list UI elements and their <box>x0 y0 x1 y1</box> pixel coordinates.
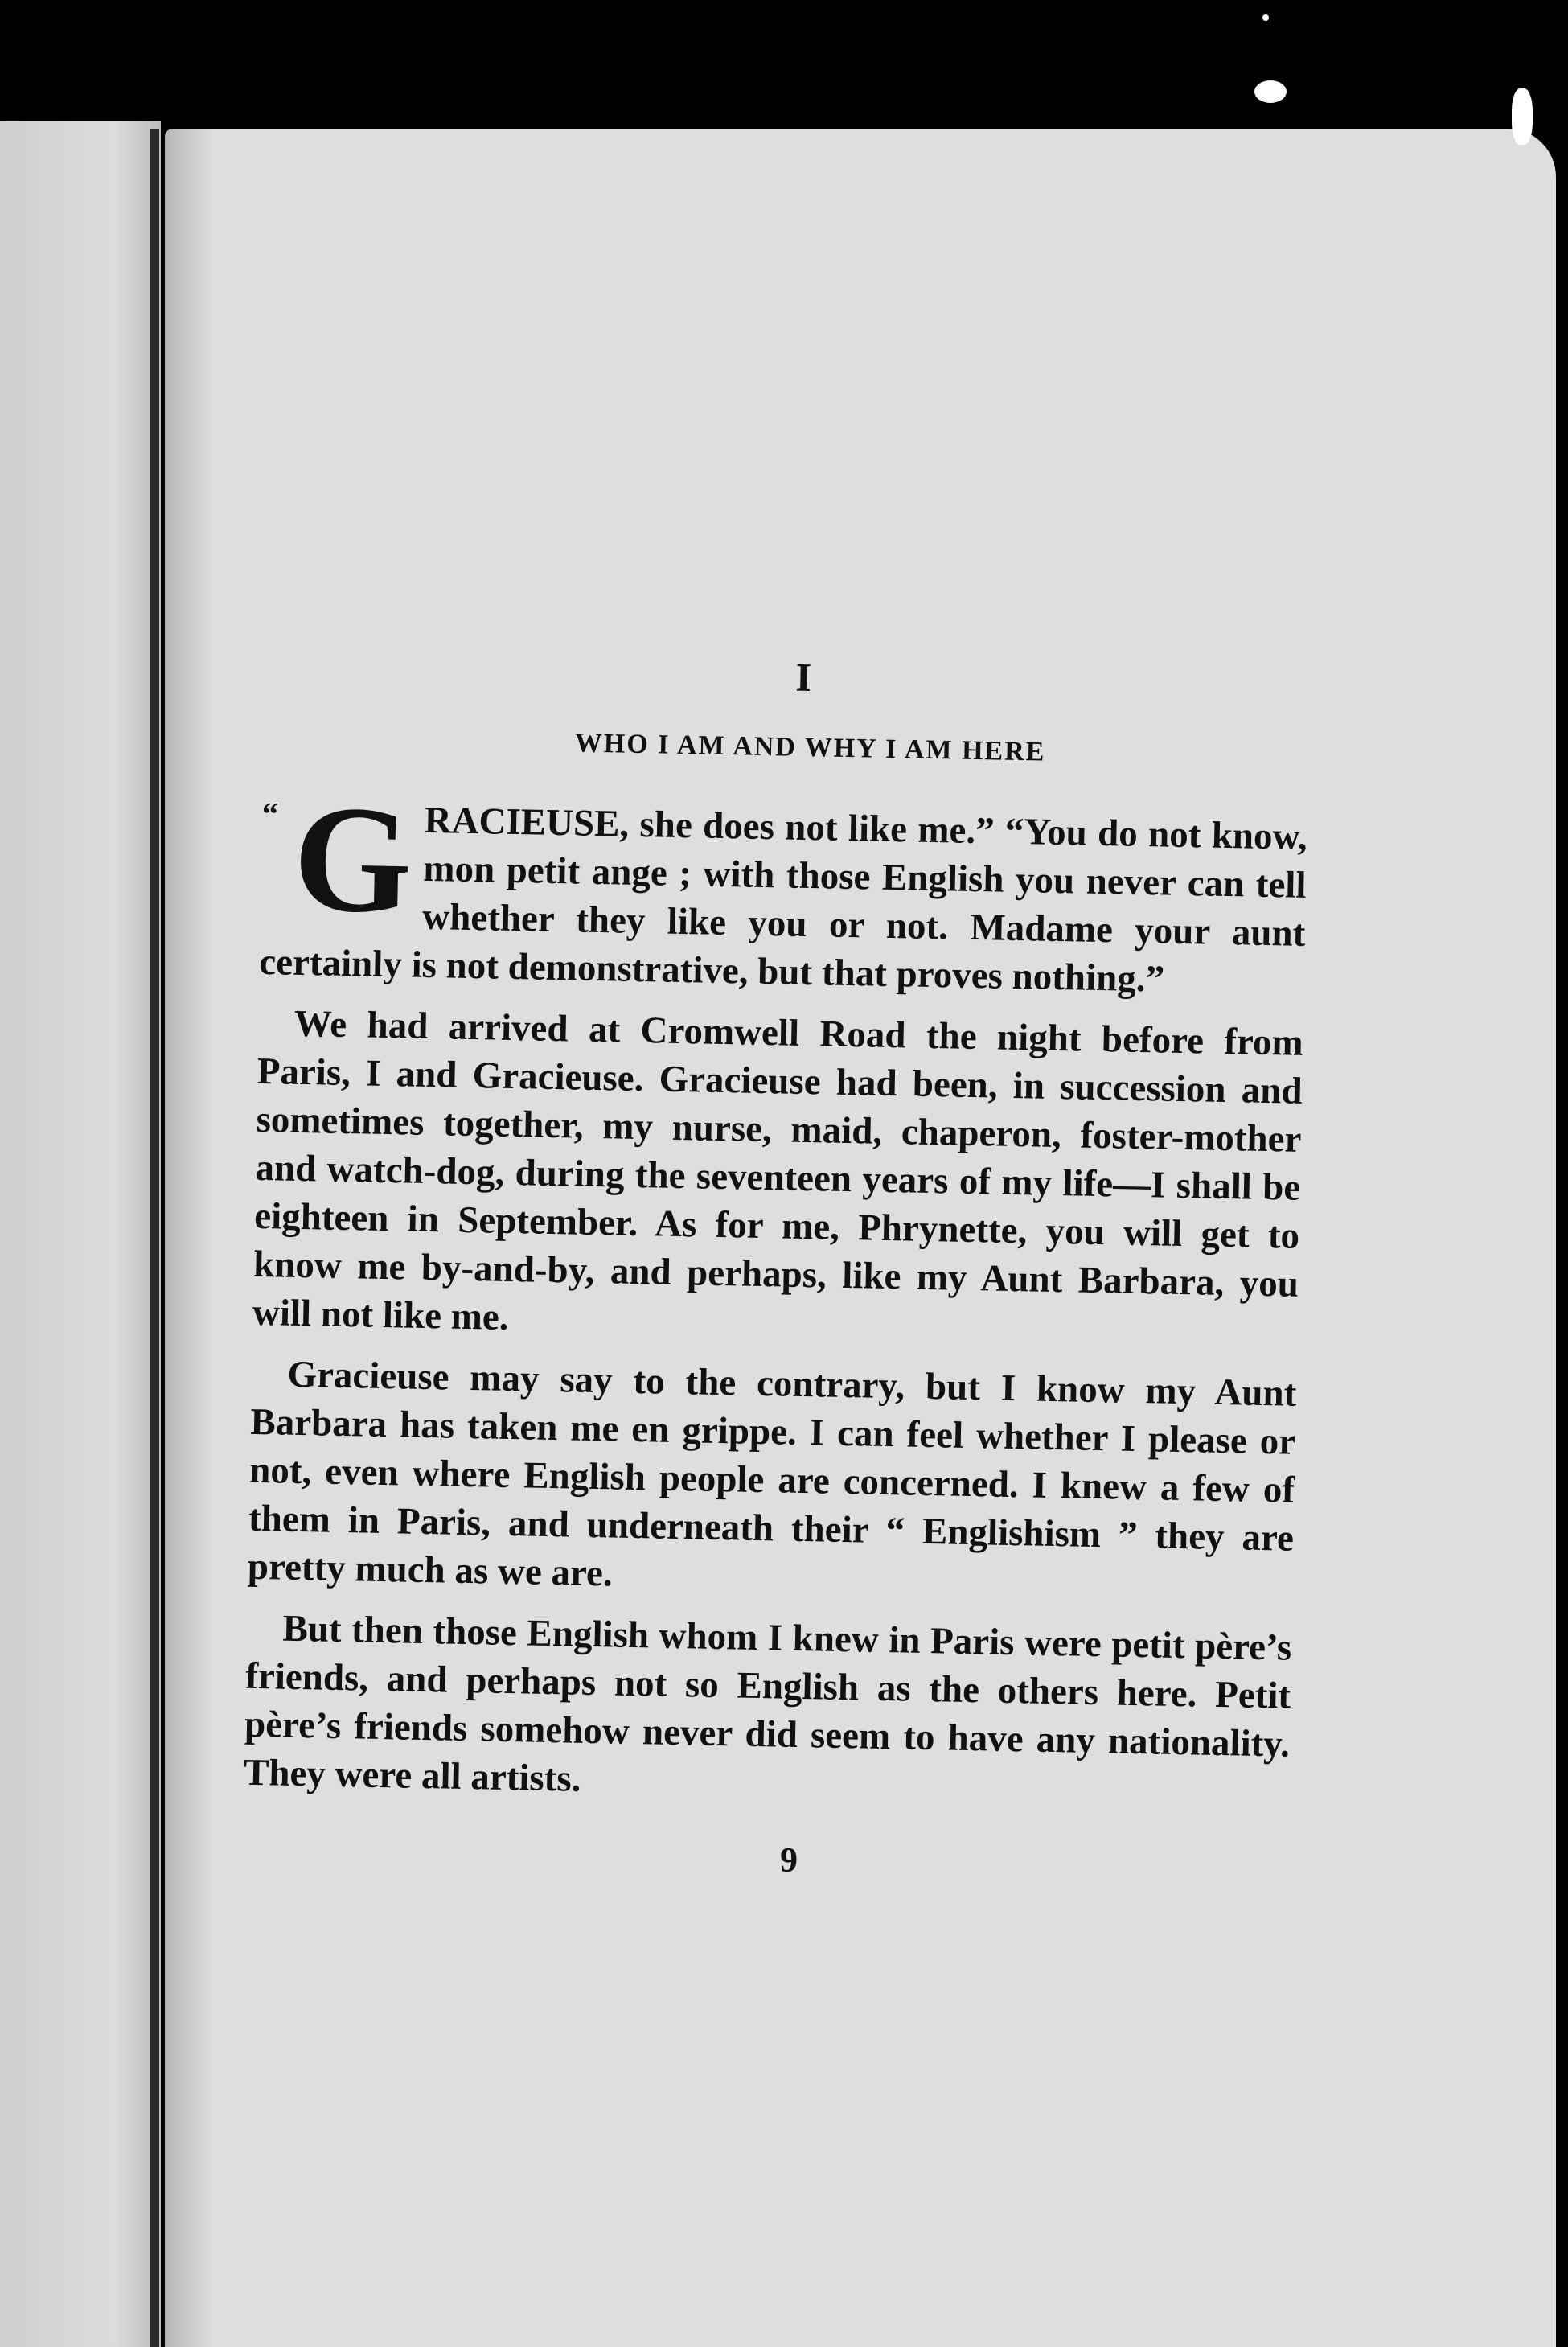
facing-page-edge <box>0 121 161 2347</box>
paragraph: We had arrived at Cromwell Road the night before from Paris, I and Gracieuse. Gracieuse had been, in succession and sometimes together, my nurse, maid, chaperon, foster-mother and watch-dog, during the seventeen years of my life—I shall be eighteen in September. As for me, Phrynette, you will get to know me by-and-by, and perhaps, like my Aunt Barbara, you will not like me. <box>252 1002 1304 1338</box>
text-block <box>242 643 1311 1890</box>
paragraph: But then those English whom I knew in Paris were petit père’s friends, and perhaps not so English as the others here. Petit père’s friends somehow never did seem to have any nationality. They were all artists. <box>243 1607 1292 1800</box>
chapter-title: WHO I AM AND WHY I AM HERE <box>574 728 1046 767</box>
opening-quote-mark: “ <box>261 795 279 832</box>
scan-speck <box>1254 80 1287 103</box>
book-gutter <box>150 129 159 2347</box>
page-number: 9 <box>779 1839 798 1880</box>
chapter-number: I <box>795 654 812 701</box>
opening-paragraph <box>258 774 1308 1006</box>
scan-speck <box>1512 88 1533 145</box>
paragraph: Gracieuse may say to the contrary, but I know my Aunt Barbara has taken me en grippe. I can feel whether I please or not, even where English people are concerned. I knew a few of them in Paris, and underneath their “ Englishism ” they are pretty much as we are. <box>247 1353 1297 1595</box>
drop-cap: G <box>291 774 414 946</box>
scan-speck <box>1262 14 1269 21</box>
page-shadow <box>165 129 213 2347</box>
opening-text: RACIEUSE, she does not like me.” “You do not know, mon petit ange ; with those English you never can tell whether they like you or not. Madame your aunt certainly is not demonstrative, but that proves nothing.” <box>258 799 1308 1001</box>
